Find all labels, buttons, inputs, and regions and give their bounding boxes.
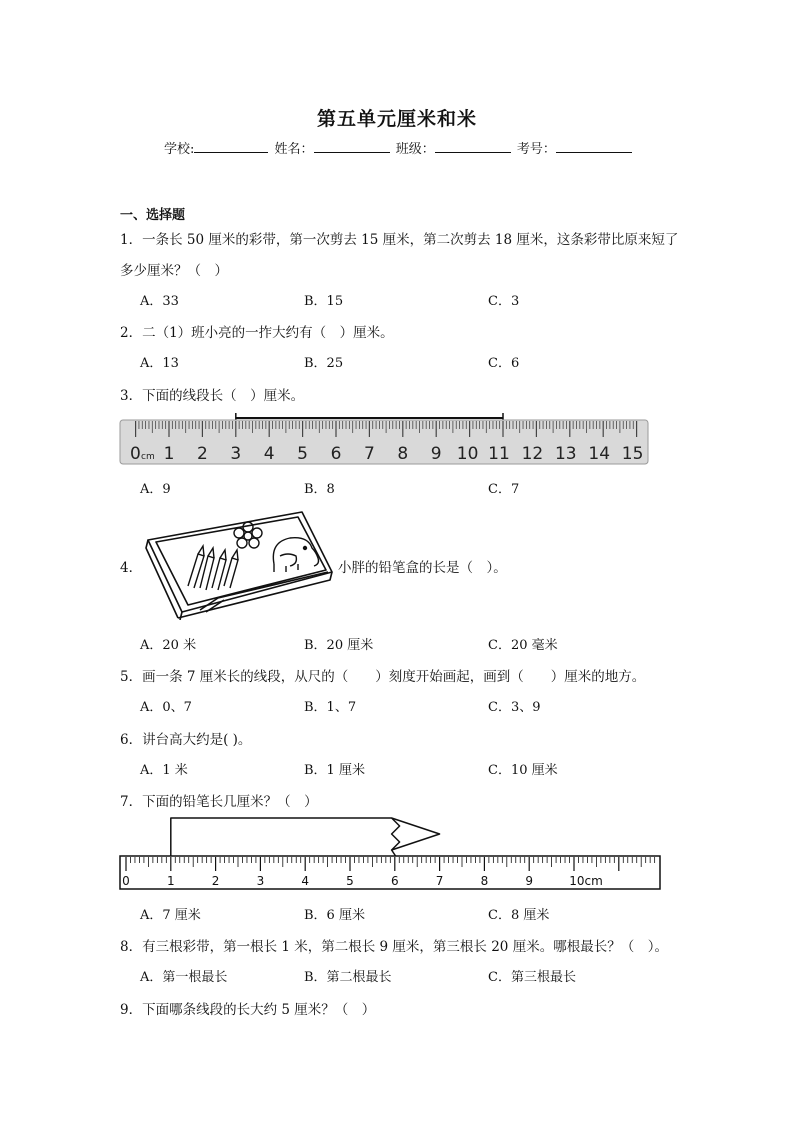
pencil-box-figure bbox=[140, 508, 340, 620]
ruler-1-label: 4 bbox=[263, 444, 275, 464]
ruler-1-label: 15 bbox=[621, 444, 644, 464]
q3-option-a[interactable]: A．9 bbox=[140, 482, 171, 497]
q3-option-b[interactable]: B．8 bbox=[304, 482, 335, 497]
q1-option-c[interactable]: C．3 bbox=[488, 294, 520, 309]
ruler-1-label: cm bbox=[141, 452, 155, 462]
ruler-1-label: 5 bbox=[297, 444, 309, 464]
question-1-line1: 1．一条长 50 厘米的彩带，第一次剪去 15 厘米，第二次剪去 18 厘米，这条彩带比原来短了 bbox=[120, 232, 679, 248]
ruler-1-label: 0 bbox=[130, 444, 141, 464]
ruler-2-label: 7 bbox=[435, 874, 444, 888]
pencil-icon bbox=[171, 818, 440, 856]
q6-option-a[interactable]: A．1 米 bbox=[140, 763, 188, 778]
q7-option-b[interactable]: B．6 厘米 bbox=[304, 908, 365, 923]
ruler-1-label: 2 bbox=[196, 444, 208, 464]
pencil-tip bbox=[392, 818, 440, 850]
q6-option-b[interactable]: B．1 厘米 bbox=[304, 763, 365, 778]
ruler-2-label: 6 bbox=[390, 874, 399, 888]
ruler-1-label: 11 bbox=[488, 444, 510, 464]
ruler-2-label: 0 bbox=[122, 874, 130, 888]
ruler-2-label: 2 bbox=[211, 874, 220, 888]
q6-option-c[interactable]: C．10 厘米 bbox=[488, 763, 558, 778]
q4-option-c[interactable]: C．20 毫米 bbox=[488, 638, 558, 653]
q5-option-c[interactable]: C．3、9 bbox=[488, 700, 541, 715]
ruler-1-label: 8 bbox=[397, 444, 409, 464]
q2-option-b[interactable]: B．25 bbox=[304, 356, 344, 371]
q8-option-b[interactable]: B．第二根最长 bbox=[304, 970, 392, 985]
question-5: 5．画一条 7 厘米长的线段，从尺的（ ）刻度开始画起，画到（ ）厘米的地方。 bbox=[120, 669, 646, 685]
class-label: 班级： bbox=[395, 142, 435, 157]
student-info-line bbox=[164, 138, 634, 157]
q2-option-c[interactable]: C．6 bbox=[488, 356, 520, 371]
question-7: 7．下面的铅笔长几厘米？（ ） bbox=[120, 794, 318, 810]
ruler-2-label: 5 bbox=[346, 874, 354, 888]
name-blank[interactable] bbox=[314, 140, 390, 153]
ruler-1-label: 14 bbox=[588, 444, 611, 464]
ruler-1-label: 10 bbox=[456, 444, 479, 464]
ruler-2-label: 8 bbox=[480, 874, 489, 888]
question-4-text: 小胖的铅笔盒的长是（ ）。 bbox=[338, 560, 507, 576]
q7-option-a[interactable]: A．7 厘米 bbox=[140, 908, 201, 923]
q5-option-b[interactable]: B．1、7 bbox=[304, 700, 357, 715]
question-6: 6．讲台高大约是( )。 bbox=[120, 732, 252, 748]
class-blank[interactable] bbox=[435, 140, 511, 153]
school-blank[interactable] bbox=[194, 140, 268, 153]
name-label: 姓名： bbox=[274, 142, 314, 157]
ruler-2-label: 1 bbox=[166, 874, 175, 888]
question-3: 3．下面的线段长（ ）厘米。 bbox=[120, 388, 305, 404]
exam-number-label: 考号： bbox=[516, 142, 556, 157]
ruler-1-label: 1 bbox=[163, 444, 175, 464]
page-title: 第五单元厘米和米 bbox=[316, 108, 477, 130]
q8-option-a[interactable]: A．第一根最长 bbox=[140, 970, 228, 985]
question-1-line2: 多少厘米？（ ） bbox=[120, 263, 228, 279]
q8-option-c[interactable]: C．第三根最长 bbox=[488, 970, 576, 985]
ruler-1-label: 6 bbox=[330, 444, 342, 464]
school-label: 学校: bbox=[164, 142, 195, 157]
question-8: 8．有三根彩带，第一根长 1 米，第二根长 9 厘米，第三根长 20 厘米。哪根最长？（ ）。 bbox=[120, 939, 668, 955]
q7-option-c[interactable]: C．8 厘米 bbox=[488, 908, 550, 923]
question-9: 9．下面哪条线段的长大约 5 厘米？（ ） bbox=[120, 1002, 376, 1018]
ruler-1-label: 9 bbox=[430, 444, 442, 464]
ruler-1-label: 7 bbox=[363, 444, 375, 464]
ruler-1-label: 13 bbox=[554, 444, 577, 464]
ruler-2-label: 3 bbox=[256, 874, 265, 888]
q1-option-a[interactable]: A．33 bbox=[140, 294, 179, 309]
ruler-2-label: 10cm bbox=[569, 874, 603, 888]
q4-option-a[interactable]: A．20 米 bbox=[140, 638, 197, 653]
pencil-body bbox=[171, 818, 400, 856]
ruler-1-label: 12 bbox=[521, 444, 544, 464]
ruler-1-figure bbox=[118, 410, 650, 466]
exam-number-blank[interactable] bbox=[556, 140, 632, 153]
question-4-number: 4． bbox=[120, 560, 143, 576]
ruler-2-label: 4 bbox=[301, 874, 310, 888]
section-heading: 一、选择题 bbox=[120, 208, 186, 223]
q1-option-b[interactable]: B．15 bbox=[304, 294, 344, 309]
q4-option-b[interactable]: B．20 厘米 bbox=[304, 638, 374, 653]
q5-option-a[interactable]: A．0、7 bbox=[140, 700, 192, 715]
question-2: 2．二（1）班小亮的一拃大约有（ ）厘米。 bbox=[120, 325, 394, 341]
ruler-2-label: 9 bbox=[525, 874, 534, 888]
q3-option-c[interactable]: C．7 bbox=[488, 482, 520, 497]
ruler-1-label: 3 bbox=[230, 444, 242, 464]
ruler-2-figure bbox=[118, 814, 662, 892]
q2-option-a[interactable]: A．13 bbox=[140, 356, 179, 371]
